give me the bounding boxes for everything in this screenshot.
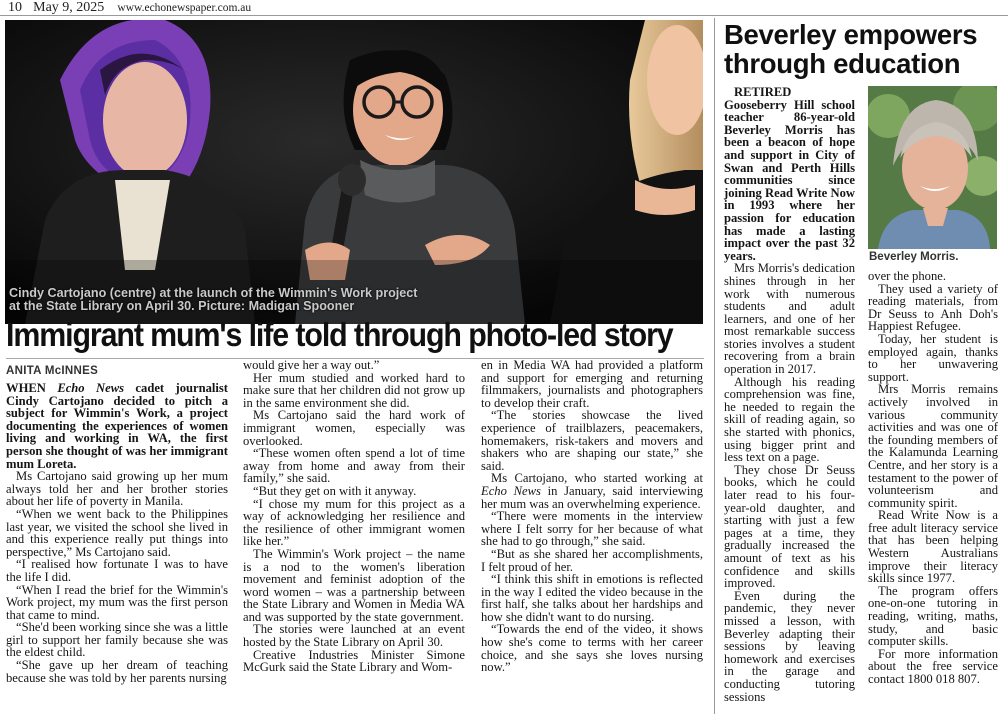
paragraph: “She'd been working since she was a little girl to support her family because she was the eldest child. bbox=[6, 620, 228, 660]
paragraph: They used a variety of reading materials, from Dr Seuss to Anh Doh's Happiest Refugee. bbox=[868, 281, 998, 334]
lead-part: WHEN bbox=[6, 381, 58, 395]
main-headline: Immigrant mum's life told through photo-led story bbox=[6, 316, 673, 353]
issue-date: May 9, 2025 bbox=[33, 0, 105, 15]
paragraph: “She gave up her dream of teaching because she was told by her parents nursing bbox=[6, 658, 228, 685]
sidebar-column-1 bbox=[724, 86, 855, 703]
paragraph: “These women often spend a lot of time away from home and away from their family,” she said. bbox=[243, 446, 465, 486]
photo-caption bbox=[9, 287, 418, 313]
story-column-2 bbox=[243, 359, 465, 674]
paragraph bbox=[481, 472, 703, 510]
paragraph: Her mum studied and worked hard to make sure that her children did not grow up in the same environment she did. bbox=[243, 370, 465, 410]
paragraph: Read Write Now is a free adult literacy service that has been helping Western Australians improve their literacy skills since 1977. bbox=[868, 508, 998, 586]
top-rule bbox=[0, 15, 1008, 16]
paragraph: “Towards the end of the video, it shows how she's come to terms with her career choice, and she says she loves nursing now.” bbox=[481, 622, 703, 675]
lead-part: cadet journalist Cindy Cartojano decided to pitch a subject for Wimmin's Work, a project documenting the experiences of women living and working in WA, the first person she thought of was her immigrant mum Loreta. bbox=[6, 381, 228, 471]
paragraph-continued: en in Media WA had provided a platform and support for emerging and returning filmmakers, journalists and photographers to develop their craft. bbox=[481, 358, 703, 410]
paragraph-continued: would give her a way out.” bbox=[243, 358, 380, 372]
paragraph-continued: over the phone. bbox=[868, 269, 946, 283]
column-divider bbox=[714, 18, 715, 714]
launch-event-photo bbox=[5, 20, 703, 324]
paragraph: For more information about the free service contact 1800 018 807. bbox=[868, 646, 998, 686]
folio bbox=[8, 0, 251, 14]
main-photo bbox=[5, 20, 703, 324]
paragraph: “I chose my mum for this project as a way of acknowledging her resilience and the resilience of other immigrant women like her.” bbox=[243, 496, 465, 549]
paragraph: Today, her student is employed again, thanks to her unwavering support. bbox=[868, 331, 998, 384]
page-number: 10 bbox=[8, 0, 22, 15]
paragraph: Ms Cartojano said the hard work of immigrant women, especially was overlooked. bbox=[243, 408, 465, 448]
sidebar-headline: Beverley empowers through education bbox=[724, 19, 978, 79]
paragraph: “I think this shift in emotions is reflected in the way I edited the video because in the first half, she talks about her hardships and how she didn't want to do nursing. bbox=[481, 572, 703, 624]
publication-name: Echo News bbox=[481, 483, 541, 498]
paragraph: They chose Dr Seuss books, which he could later read to his four-year-old daughter, and starting with just a few pages at a time, they gradually increased the amount of text as his confidence and skills improved. bbox=[724, 462, 855, 591]
story-column-1 bbox=[6, 382, 228, 684]
paragraph: “When we went back to the Philippines last year, we visited the school she lived in and this experience really put things into perspective,” Ms Cartojano said. bbox=[6, 506, 228, 559]
sidebar-column-2 bbox=[868, 270, 998, 686]
paragraph: Although his reading comprehension was fine, he needed to regain the skill of reading again, so she started with phonics, using bigger print and less text on a page. bbox=[724, 374, 855, 465]
paragraph: “There were moments in the interview where I felt sorry for her because of what she had to go through,” she said. bbox=[481, 509, 703, 549]
paragraph: The program offers one-on-one tutoring in reading, writing, maths, study, and basic computer skills. bbox=[868, 583, 998, 649]
paragraph: “But as she shared her accomplishments, I felt proud of her. bbox=[481, 546, 703, 574]
paragraph: Ms Cartojano said growing up her mum always told her and her brother stories about her life of poverty in Manila. bbox=[6, 469, 228, 509]
photo-caption-line-1: Cindy Cartojano (centre) at the launch of the Wimmin's Work project bbox=[9, 286, 418, 300]
portrait-photo bbox=[868, 86, 997, 249]
paragraph: “But they get on with it anyway. bbox=[253, 483, 417, 498]
portrait-caption: Beverley Morris. bbox=[869, 251, 959, 263]
story-column-3 bbox=[481, 359, 703, 674]
photo-caption-line-2: at the State Library on April 30. Picture: Madigan Spooner bbox=[9, 299, 355, 313]
paragraph: The Wimmin's Work project – the name is a nod to the women's liberation movement and feminist adoption of the word women – was a partnership between the State Library and Women in Media WA and was supported by the state government. bbox=[243, 546, 465, 624]
paragraph: “When I read the brief for the Wimmin's Work project, my mum was the first person that came to mind. bbox=[6, 582, 228, 622]
publication-url: www.echonewspaper.com.au bbox=[117, 2, 252, 14]
byline: ANITA McINNES bbox=[6, 365, 99, 377]
text-part: Ms Cartojano, who started working at bbox=[491, 471, 703, 486]
paragraph: “I realised how fortunate I was to have the life I did. bbox=[6, 557, 228, 584]
beverley-morris-portrait bbox=[868, 86, 997, 249]
sidebar-lead: RETIRED Gooseberry Hill school teacher 86-year-old Beverley Morris has been a beacon of hope and support in City of Swan and Perth Hills communities since joining Read Write Now in 1993 where her passion for education has made a lasting impact over the past 32 years. bbox=[724, 85, 855, 263]
story-lead bbox=[6, 382, 228, 470]
paragraph: Even during the pandemic, they never missed a lesson, with Beverley adapting their sessions by leaving homework and exercises in the garage and conducting tutoring sessions bbox=[724, 588, 855, 704]
text-part: in January, said interviewing her mum was an overwhelming experience. bbox=[481, 483, 703, 511]
paragraph: The stories were launched at an event hosted by the State Library on April 30. bbox=[243, 622, 465, 650]
lead-publication-name: Echo News bbox=[57, 381, 125, 395]
paragraph: “The stories showcase the lived experience of trailblazers, peacemakers, homemakers, risk-takers and movers and shakers who are shaping our state,” she said. bbox=[481, 408, 703, 473]
paragraph: Creative Industries Minister Simone McGurk said the State Library and Wom- bbox=[243, 647, 465, 675]
paragraph: Mrs Morris remains actively involved in various community activities and was one of the founding members of the Kalamunda Learning Centre, and her story is a testament to the power of volunteerism and community spirit. bbox=[868, 382, 998, 510]
paragraph: Mrs Morris's dedication shines through in her work with numerous students and adult learners, and one of her most remarkable success stories involves a student recovering from a brain operation in 2017. bbox=[724, 261, 855, 377]
